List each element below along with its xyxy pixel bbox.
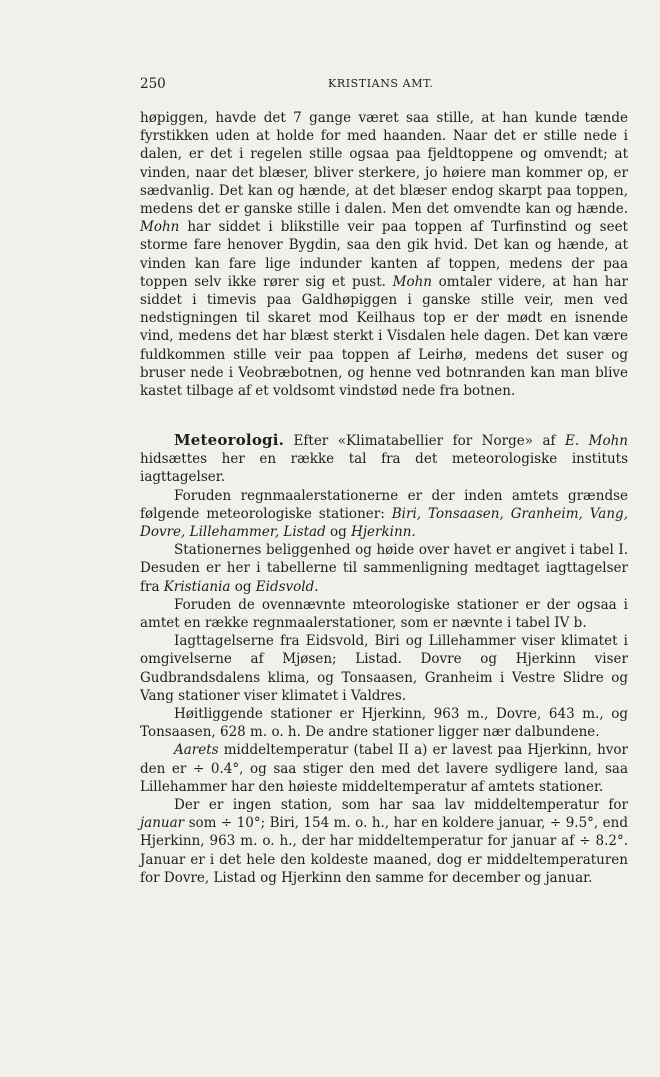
paragraph-climate: Iagttagelserne fra Eidsvold, Biri og Lillehammer viser klimatet i omgivelserne af Mjøsen; Listad. Dovre og Hjerkinn viser Gudbrandsdalens klima, og Tonsaasen, Granheim i Vestre Slidre og Vang stationer viser klimatet i Valdres. [140, 633, 628, 704]
paragraph-intro: Meteorologi. Efter «Klimatabellier for Norge» af E. Mohn hidsættes her en række tal fra det meteorologiske instituts iagttagelser. [140, 431, 628, 486]
paragraph-january: Der er ingen station, som har saa lav middeltemperatur for januar som ÷ 10°; Biri, 154 m. o. h., har en koldere januar, ÷ 9.5°, end Hjerkinn, 963 m. o. h., der har middeltemperatur for januar af ÷ 8.2°. Januar er i det hele den koldeste maaned, dog er middeltemperaturen for Dovre, Listad og Hjerkinn den samme for december og januar. [140, 797, 628, 886]
author-mohn: Mohn [140, 219, 180, 236]
paragraph-high-stations: Høitliggende stationer er Hjerkinn, 963 m., Dovre, 643 m., og Tonsaasen, 628 m. o. h. De andre stationer ligger nær dalbundene. [140, 706, 628, 741]
section-heading: Meteorologi. [174, 431, 285, 449]
p1-text-3: omtaler videre, at han har siddet i timevis paa Galdhøpiggen i ganske stille veir, men ved nedstigningen til skaret mod Keilhaus top er der mødt en isnende vind, medens det har blæst sterkt i Visdalen hele dagen. Det kan være fuldkommen stille veir paa toppen af Leirhø, medens det suser og bruser nede i Veobræbotnen, og henne ved botnranden kan man blive kastet tilbage af et voldsomt vindstød nede fra botnen. [140, 273, 628, 400]
paragraph-heights: Stationernes beliggenhed og høide over havet er angivet i tabel I. Desuden er her i tabellerne til sammenligning medtaget iagttagelser fra Kristiania og Eidsvold. [140, 542, 628, 595]
author-mohn-2: Mohn [392, 273, 432, 290]
paragraph-annual-mean: Aarets middeltemperatur (tabel II a) er lavest paa Hjerkinn, hvor den er ÷ 0.4°, og saa stiger den med det lavere sydligere land, saa Lillehammer har den høieste middeltemperatur af amtets stationer. [140, 742, 628, 795]
paragraph-wind [140, 109, 628, 400]
paragraph-rain-stations: Foruden de ovennævnte mteorologiske stationer er der ogsaa i amtet en række regnmaalerstationer, som er nævnte i tabel IV b. [140, 596, 628, 632]
paragraph-stations: Foruden regnmaalerstationerne er der inden amtets grændse følgende meteorologiske stationer: Biri, Tonsaasen, Granheim, Vang, Dovre, Lillehammer, Listad og Hjerkinn. [140, 487, 628, 541]
p1-text-2: har siddet i blikstille veir paa toppen af Turfinstind og seet storme fare henover Bygdin, saa den gik hvid. Det kan og hænde, at vinden kan fare lige indunder kanten af toppen, medens der paa toppen selv ikke rører sig et pust. [140, 219, 628, 290]
author-e-mohn: E. Mohn [565, 433, 628, 449]
running-header [140, 76, 628, 92]
running-title: KRISTIANS AMT. [328, 77, 434, 90]
page-number: 250 [140, 76, 166, 92]
station-list: Biri, Tonsaasen, Granheim, Vang, Dovre, Lillehammer, Listad [140, 505, 628, 541]
p1-text-1: høpiggen, havde det 7 gange været saa stille, at han kunde tænde fyrstikken uden at holde for med haanden. Naar det er stille nede i dalen, er det i regelen stille ogsaa paa fjeldtoppene og omvendt; at vinden, naar det blæser, bliver sterkere, jo høiere man kommer op, er sædvanlig. Det kan og hænde, at det blæser endog skarpt paa toppen, medens det er ganske stille i dalen. Men det omvendte kan og hænde. [140, 110, 628, 218]
section-meteorologi [140, 431, 628, 887]
